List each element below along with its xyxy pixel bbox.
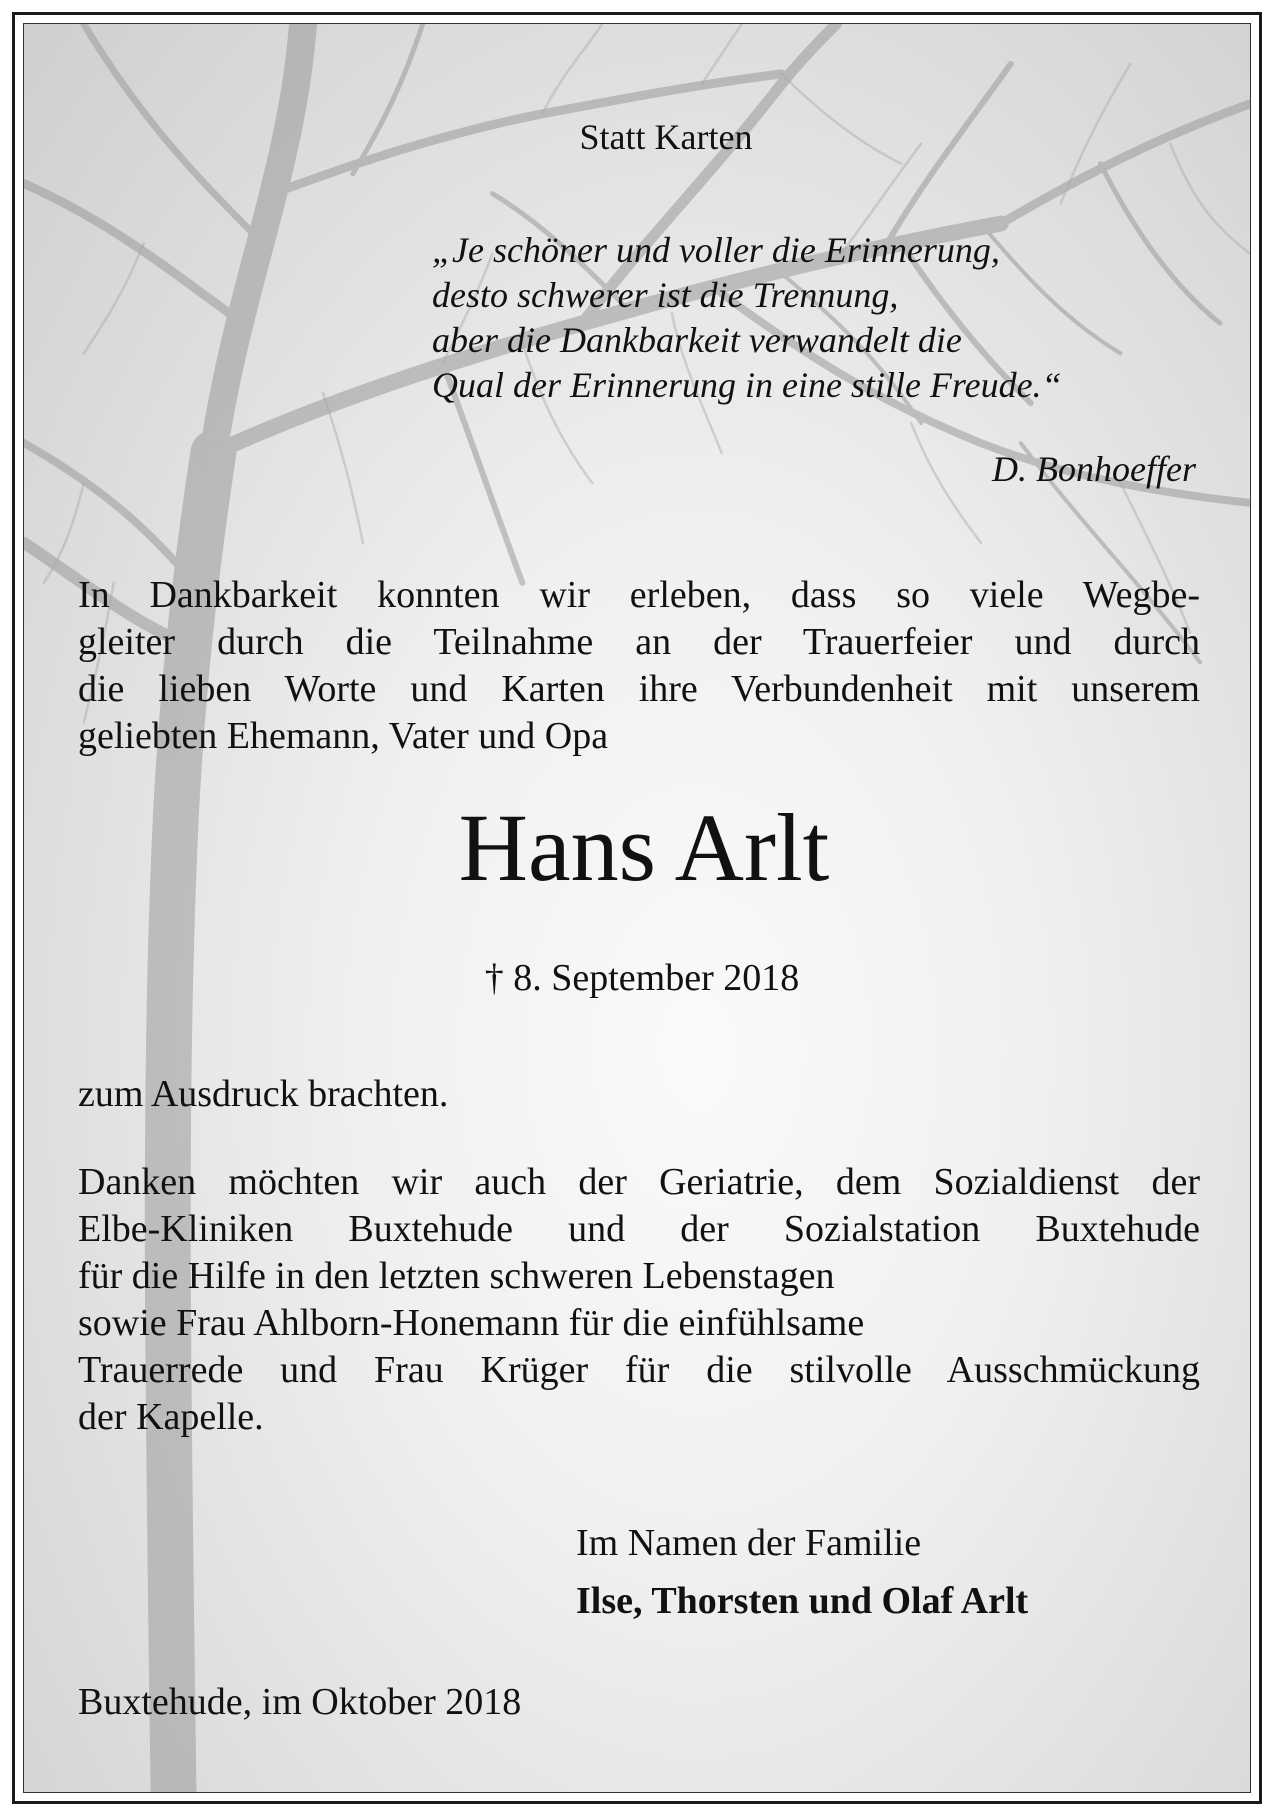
thanks-paragraph bbox=[78, 1159, 1200, 1441]
intro-line: die lieben Worte und Karten ihre Verbundenheit mit unserem bbox=[78, 668, 1200, 710]
quote-author: D. Bonhoeffer bbox=[992, 449, 1196, 489]
death-date: † 8. September 2018 bbox=[484, 957, 800, 999]
family-signature bbox=[576, 1514, 1028, 1630]
on-behalf-text: Im Namen der Familie bbox=[576, 1522, 922, 1564]
deceased-name: Hans Arlt bbox=[458, 794, 830, 901]
intro-paragraph bbox=[78, 572, 1200, 760]
intro-line: geliebten Ehemann, Vater und Opa bbox=[78, 715, 609, 757]
thanks-line: der Kapelle. bbox=[78, 1396, 264, 1438]
closing-line: zum Ausdruck brachten. bbox=[78, 1073, 449, 1115]
bonhoeffer-quote bbox=[432, 228, 1062, 408]
notice-frame bbox=[12, 12, 1262, 1804]
thanks-line: Elbe-Kliniken Buxtehude und der Sozialstation Buxtehude bbox=[78, 1208, 1200, 1250]
family-names bbox=[576, 1572, 1028, 1630]
family-names-bold: Ilse, Thorsten und Olaf Arlt bbox=[576, 1580, 1029, 1622]
notice-panel bbox=[23, 23, 1251, 1793]
thanks-line: Danken möchten wir auch der Geriatrie, dem Sozialdienst der bbox=[78, 1161, 1200, 1203]
header-text: Statt Karten bbox=[579, 117, 753, 157]
thanks-line: sowie Frau Ahlborn-Honemann für die einfühlsame bbox=[78, 1302, 865, 1344]
quote-line: „Je schöner und voller die Erinnerung, bbox=[432, 230, 1000, 270]
thanks-line: Trauerrede und Frau Krüger für die stilvolle Ausschmückung bbox=[78, 1349, 1200, 1391]
intro-line: gleiter durch die Teilnahme an der Trauerfeier und durch bbox=[78, 621, 1200, 663]
thanks-line: für die Hilfe in den letzten schweren Lebenstagen bbox=[78, 1255, 835, 1297]
place-date: Buxtehude, im Oktober 2018 bbox=[78, 1681, 522, 1723]
quote-line: desto schwerer ist die Trennung, bbox=[432, 275, 899, 315]
quote-line: Qual der Erinnerung in eine stille Freude.“ bbox=[432, 365, 1062, 405]
quote-line: aber die Dankbarkeit verwandelt die bbox=[432, 320, 962, 360]
intro-line: In Dankbarkeit konnten wir erleben, dass so viele Wegbe- bbox=[78, 574, 1200, 616]
